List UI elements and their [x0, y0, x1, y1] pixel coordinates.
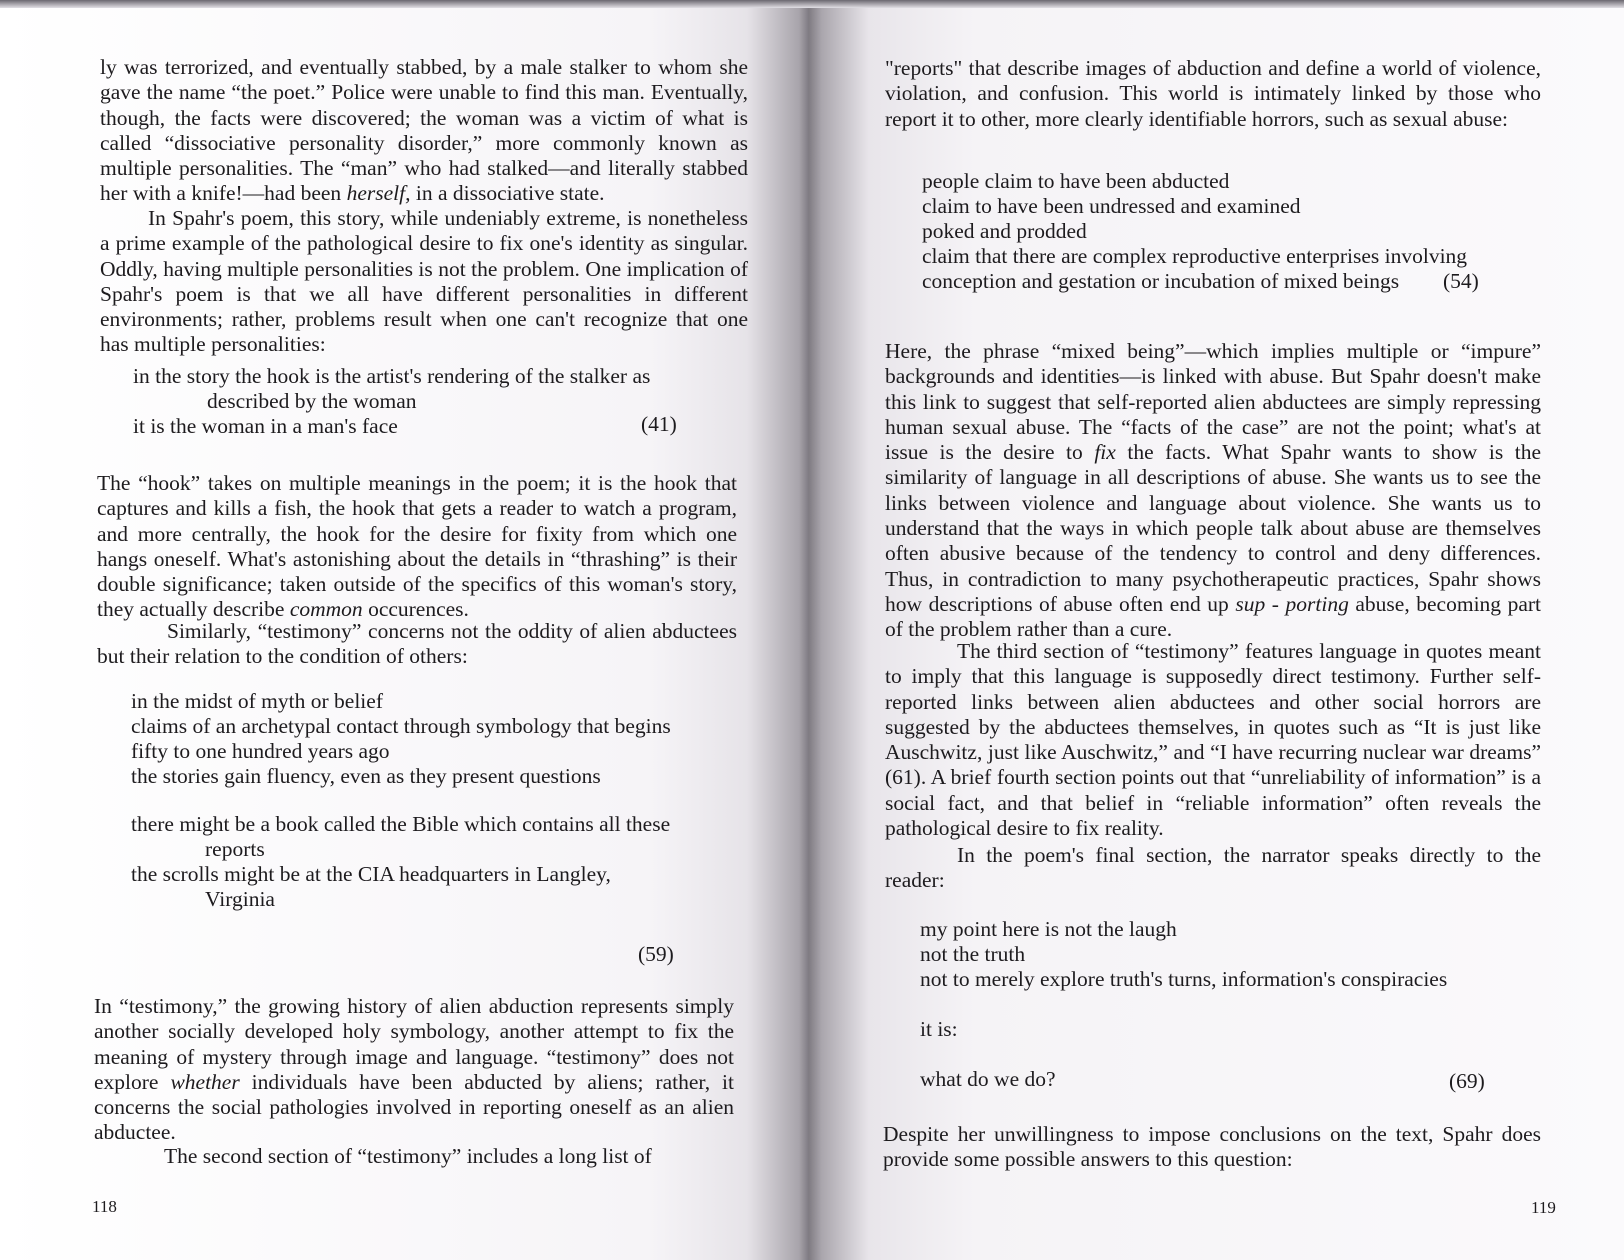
left-paragraph-5: In “testimony,” the growing history of alien abduction represents simply another socially developed holy symbology, another attempt to fix the meaning of mystery through image and language. “testimony” does not explore whether individuals have been abducted by aliens; rather, it concerns the social pathologies involved in reporting oneself as an alien abductee. [94, 994, 734, 1145]
left-paragraph-6: The second section of “testimony” includes a long list of [164, 1144, 652, 1168]
quote-line: in the midst of myth or belief [131, 689, 383, 713]
quote-line: my point here is not the laugh [920, 917, 1177, 941]
quote-line: conception and gestation or incubation of mixed beings [922, 269, 1400, 293]
quote-line: the stories gain fluency, even as they present questions [131, 764, 601, 788]
quote-line: not the truth [920, 942, 1026, 966]
quote-line: claim that there are complex reproductive enterprises involving [922, 244, 1468, 268]
right-paragraph-4: In the poem's final section, the narrator speaks directly to the reader: [885, 843, 1541, 893]
quote-line: not to merely explore truth's turns, information's conspiracies [920, 967, 1448, 991]
right-page [820, 0, 1624, 1260]
quote-line: in the story the hook is the artist's rendering of the stalker as [133, 364, 651, 388]
left-paragraph-1: ly was terrorized, and eventually stabbed, by a male stalker to whom she gave the name “the poet.” Police were unable to find this man. Eventually, though, the facts were discovered; the woman was a victim of what is called “dissociative personality disorder,” more commonly known as multiple personalities. The “man” who had stalked—and literally stabbed her with a knife!—had been herself, in a dissociative state. [100, 55, 748, 206]
citation-59: (59) [638, 942, 674, 966]
quote-line: the scrolls might be at the CIA headquarters in Langley, [131, 862, 611, 886]
right-block-quote-2 [920, 917, 1447, 1092]
quote-line: it is the woman in a man's face [133, 414, 398, 438]
left-block-quote-2 [131, 689, 671, 912]
left-paragraph-4: Similarly, “testimony” concerns not the oddity of alien abductees but their relation to the condition of others: [97, 619, 737, 669]
quote-line: what do we do? [920, 1067, 1056, 1091]
quote-line: it is: [920, 1017, 958, 1041]
quote-line: reports [205, 837, 265, 861]
citation-41: (41) [641, 412, 677, 436]
quote-line: Virginia [205, 887, 275, 911]
right-paragraph-2: Here, the phrase “mixed being”—which implies multiple or “impure” backgrounds and identities—is linked with abuse. But Spahr doesn't make this link to suggest that self-reported alien abductees are simply repressing human sexual abuse. The “facts of the case” are not the point; what's at issue is the desire to fix the facts. What Spahr wants to show is the similarity of language in all descriptions of abuse. She wants us to see the links between violence and language about violence. She wants us to understand that the ways in which people talk about abuse are themselves often abusive because of the tendency to control and deny differences. Thus, in contradiction to many psychotherapeutic practices, Spahr shows how descriptions of abuse often end up sup - porting abuse, becoming part of the problem rather than a cure. [885, 339, 1542, 642]
page-number-left: 118 [92, 1197, 117, 1216]
left-paragraph-2: In Spahr's poem, this story, while undeniably extreme, is nonetheless a prime example of the pathological desire to fix one's identity as singular. Oddly, having multiple personalities is not the problem. One implication of Spahr's poem is that we all have different personalities in different environments; rather, problems result when one can't recognize that one has multiple personalities: [100, 206, 748, 357]
left-block-quote-1 [133, 364, 650, 439]
citation-69: (69) [1449, 1069, 1485, 1093]
right-paragraph-5: Despite her unwillingness to impose conclusions on the text, Spahr does provide some possible answers to this question: [883, 1122, 1541, 1172]
quote-line: poked and prodded [922, 219, 1087, 243]
quote-line: there might be a book called the Bible which contains all these [131, 812, 671, 836]
left-paragraph-3: The “hook” takes on multiple meanings in the poem; it is the hook that captures and kills a fish, the hook that gets a reader to watch a program, and more centrally, the hook for the desire for fixity from which one hangs oneself. What's astonishing about the details in “thrashing” is their double significance; taken outside of the specifics of this woman's story, they actually describe common occurences. [97, 471, 737, 622]
page-number-right: 119 [1531, 1198, 1556, 1217]
quote-line: claim to have been undressed and examined [922, 194, 1301, 218]
citation-54: (54) [1443, 269, 1479, 293]
quote-line: described by the woman [207, 389, 417, 413]
right-block-quote-1 [922, 169, 1467, 294]
right-paragraph-3: The third section of “testimony” features language in quotes meant to imply that this language is supposedly direct testimony. Further self-reported links between alien abductees and other social horrors are suggested by the abductees themselves, in quotes such as “It is just like Auschwitz, just like Auschwitz,” and “I have recurring nuclear war dreams” (61). A brief fourth section points out that “unreliability of information” is a social fact, and that belief in “reliable information” often reveals the pathological desire to fix reality. [885, 639, 1541, 841]
quote-line: fifty to one hundred years ago [131, 739, 390, 763]
quote-line: claims of an archetypal contact through symbology that begins [131, 714, 671, 738]
quote-line: people claim to have been abducted [922, 169, 1230, 193]
right-paragraph-1: "reports" that describe images of abduction and define a world of violence, violation, and confusion. This world is intimately linked by those who report it to other, more clearly identifiable horrors, such as sexual abuse: [885, 56, 1541, 131]
